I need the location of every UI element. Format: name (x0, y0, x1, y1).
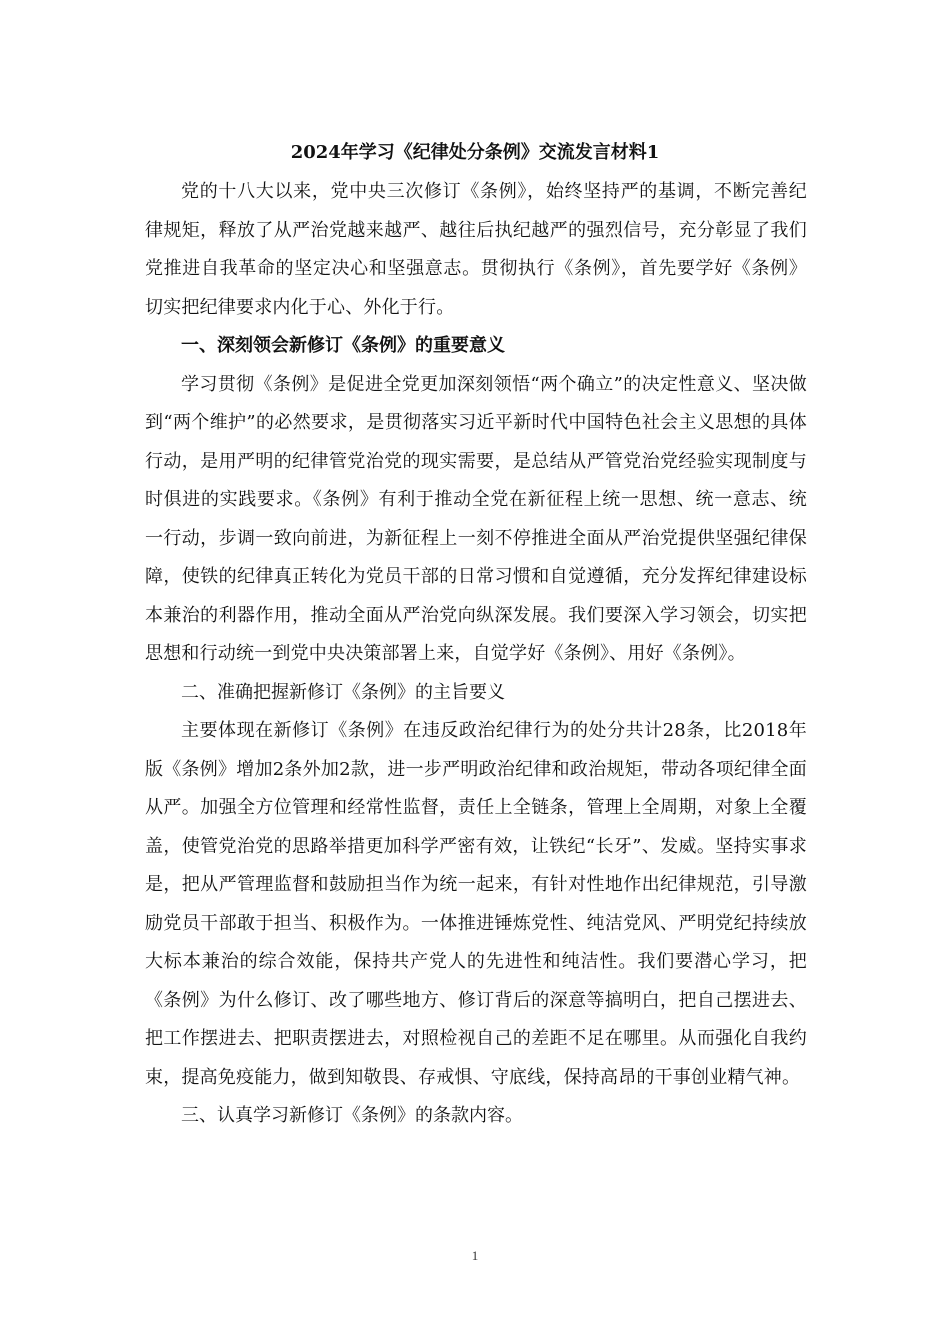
section-heading-1: 一、深刻领会新修订《条例》的重要意义 (181, 335, 505, 356)
section-heading-2: 二、准确把握新修订《条例》的主旨要义 (181, 681, 505, 703)
section-1-paragraph: 学习贯彻《条例》是促进全党更加深刻领悟“两个确立”的决定性意义、坚决做到“两个维护”的必然要求，是贯彻落实习近平新时代中国特色社会主义思想的具体行动，是用严明的纪律管党治党的现实需要，是总结从严管党治党经验实现制度与时俱进的实践要求。《条例》有利于推动全党在新征程上统一思想、统一意志、统一行动，步调一致向前进，为新征程上一刻不停推进全面从严治党提供坚强纪律保障，使铁的纪律真正转化为党员干部的日常习惯和自觉遵循，充分发挥纪律建设标本兼治的利器作用，推动全面从严治党向纵深发展。我们要深入学习领会，切实把思想和行动统一到党中央决策部署上来，自觉学好《条例》、用好《条例》。 (145, 373, 807, 664)
page-number: 1 (471, 1248, 479, 1263)
document-body (145, 173, 807, 1136)
section-heading-3: 三、认真学习新修订《条例》的条款内容。 (181, 1105, 523, 1126)
intro-paragraph: 党的十八大以来，党中央三次修订《条例》，始终坚持严的基调，不断完善纪律规矩，释放了从严治党越来越严、越往后执纪越严的强烈信号，充分彰显了我们党推进自我革命的坚定决心和坚强意志。贯彻执行《条例》，首先要学好《条例》切实把纪律要求内化于心、外化于行。 (145, 181, 807, 318)
document-title: 2024年学习《纪律处分条例》交流发言材料1 (290, 142, 660, 163)
section-2-paragraph: 主要体现在新修订《条例》在违反政治纪律行为的处分共计28条，比2018年版《条例》增加2条外加2款，进一步严明政治纪律和政治规矩，带动各项纪律全面从严。加强全方位管理和经常性监督，责任上全链条，管理上全周期，对象上全覆盖，使管党治党的思路举措更加科学严密有效，让铁纪“长牙”、发威。坚持实事求是，把从严管理监督和鼓励担当作为统一起来，有针对性地作出纪律规范，引导激励党员干部敢于担当、积极作为。一体推进锤炼党性、纯洁党风、严明党纪持续放大标本兼治的综合效能，保持共产党人的先进性和纯洁性。我们要潜心学习，把《条例》为什么修订、改了哪些地方、修订背后的深意等搞明白，把自己摆进去、把工作摆进去、把职责摆进去，对照检视自己的差距不足在哪里。从而强化自我约束，提高免疫能力，做到知敬畏、存戒惧、守底线，保持高昂的干事创业精气神。 (145, 720, 807, 1088)
